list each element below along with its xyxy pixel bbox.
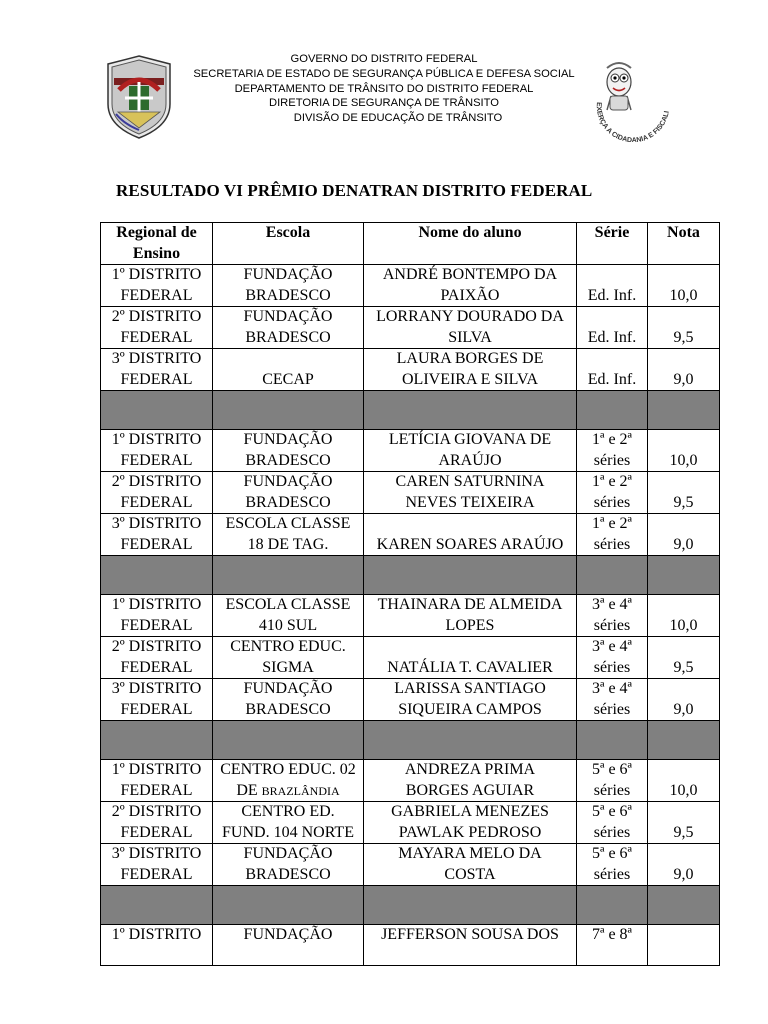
cell-aluno-line: THAINARA DE ALMEIDA (377, 596, 563, 613)
cell-aluno-line: NATÁLIA T. CAVALIER (387, 658, 553, 676)
cell-aluno-line: NEVES TEIXEIRA (405, 493, 535, 511)
cell-escola-line: FUNDAÇÃO (243, 845, 333, 862)
cell-aluno (364, 349, 577, 391)
section-separator-row (101, 886, 720, 925)
cell-serie-line: séries (593, 616, 631, 634)
cell-serie-line: séries (593, 700, 631, 718)
separator-cell (213, 391, 364, 430)
cell-serie-line (578, 307, 646, 328)
table-row (101, 844, 720, 886)
separator-cell (101, 721, 213, 760)
cell-aluno (364, 307, 577, 349)
cell-aluno (364, 802, 577, 844)
table-row (101, 307, 720, 349)
cell-escola (213, 637, 364, 679)
cell-aluno-line: BORGES AGUIAR (405, 781, 535, 799)
separator-cell (213, 556, 364, 595)
cell-aluno (364, 430, 577, 472)
cell-escola-line: CENTRO EDUC. (230, 638, 346, 655)
header-line: DEPARTAMENTO DE TRÂNSITO DO DISTRITO FEDERAL (234, 82, 534, 95)
cell-escola-line: FUNDAÇÃO (243, 308, 333, 325)
separator-cell (577, 721, 648, 760)
header-line: DIVISÃO DE EDUCAÇÃO DE TRÂNSITO (293, 112, 503, 125)
header-line: DIRETORIA DE SEGURANÇA DE TRÂNSITO (268, 97, 499, 110)
separator-cell (213, 886, 364, 925)
cell-regional-line: FEDERAL (120, 370, 193, 388)
cell-aluno-line: ANDRÉ BONTEMPO DA (382, 266, 558, 283)
cell-serie-line: 5ª e 6ª (592, 803, 632, 820)
cell-regional-line: 1º DISTRITO (111, 761, 202, 778)
section-separator-row (101, 391, 720, 430)
table-row (101, 514, 720, 556)
table-row (101, 679, 720, 721)
cell-escola (213, 349, 364, 391)
cell-serie (577, 925, 648, 966)
cell-aluno-line: LETÍCIA GIOVANA DE (388, 431, 552, 448)
cell-escola-line: FUND. 104 NORTE (222, 823, 354, 841)
cell-serie-line: séries (593, 493, 631, 511)
cell-aluno-line: LOPES (445, 616, 495, 634)
cell-regional-line: FEDERAL (120, 616, 193, 634)
table-body (101, 265, 720, 966)
cell-serie-line: 7ª e 8ª (592, 926, 632, 943)
cell-serie-line: 3ª e 4ª (592, 680, 632, 697)
cell-escola (213, 925, 364, 966)
cell-serie-line: Ed. Inf. (587, 286, 637, 304)
cell-escola-line: FUNDAÇÃO (243, 473, 333, 490)
separator-cell (364, 391, 577, 430)
mascot-slogan: EXERÇA A CIDADANIA E FISCALI (594, 101, 671, 142)
cell-nota: 10,0 (648, 760, 720, 802)
cell-regional-line: FEDERAL (120, 535, 193, 553)
cell-aluno-line: OLIVEIRA E SILVA (401, 370, 538, 388)
table-row (101, 925, 720, 966)
section-separator-row (101, 556, 720, 595)
cell-serie-line: séries (593, 535, 631, 553)
cell-escola-line: 410 SUL (258, 616, 318, 634)
cell-aluno-line: CAREN SATURNINA (395, 473, 545, 490)
separator-cell (648, 391, 720, 430)
cell-escola-line: DE BRAZLÂNDIA (236, 781, 340, 799)
cell-aluno-line (365, 637, 575, 658)
cell-regional (101, 430, 213, 472)
cell-regional (101, 925, 213, 966)
cell-regional-line: FEDERAL (120, 451, 193, 469)
cell-serie-line: 3ª e 4ª (592, 596, 632, 613)
cell-regional (101, 472, 213, 514)
cell-escola-line: BRADESCO (245, 328, 331, 346)
cell-escola-line: SIGMA (262, 658, 314, 676)
table-row (101, 265, 720, 307)
cell-escola (213, 802, 364, 844)
cell-aluno-line: PAWLAK PEDROSO (398, 823, 542, 841)
cell-regional-line: FEDERAL (120, 865, 193, 883)
cell-regional-line: 3º DISTRITO (111, 845, 202, 862)
separator-cell (648, 721, 720, 760)
header-line: SECRETARIA DE ESTADO DE SEGURANÇA PÚBLICA E DEFESA SOCIAL (193, 67, 575, 80)
cell-serie (577, 760, 648, 802)
cell-serie (577, 307, 648, 349)
cell-escola-line: CENTRO EDUC. 02 (220, 761, 356, 778)
cell-regional (101, 760, 213, 802)
cell-aluno (364, 679, 577, 721)
cell-regional-line: 2º DISTRITO (111, 308, 202, 325)
cell-serie-line: 3ª e 4ª (592, 638, 632, 655)
cell-escola (213, 430, 364, 472)
cell-escola-line: CENTRO ED. (241, 803, 335, 820)
cell-regional (101, 349, 213, 391)
cell-regional-line: FEDERAL (120, 781, 193, 799)
separator-cell (364, 721, 577, 760)
cell-escola-line: BRADESCO (245, 493, 331, 511)
table-row (101, 760, 720, 802)
table-row (101, 802, 720, 844)
cell-aluno (364, 925, 577, 966)
cell-escola-line: FUNDAÇÃO (243, 431, 333, 448)
column-header-regional: Regional de Ensino (101, 223, 213, 265)
cell-serie-line: Ed. Inf. (587, 328, 637, 346)
cell-serie-line: séries (593, 451, 631, 469)
cell-regional-line: 2º DISTRITO (111, 473, 202, 490)
cell-serie-line: séries (593, 865, 631, 883)
cell-regional-line: FEDERAL (120, 823, 193, 841)
cell-serie (577, 802, 648, 844)
column-header-aluno: Nome do aluno (364, 223, 577, 265)
cell-regional (101, 637, 213, 679)
cell-aluno-line: MAYARA MELO DA (398, 845, 542, 862)
cell-serie-line: 1ª e 2ª (592, 431, 632, 448)
cell-aluno-line: LORRANY DOURADO DA (376, 308, 564, 325)
table-header-row (101, 223, 720, 265)
cell-aluno-line: LARISSA SANTIAGO (394, 680, 546, 697)
cell-regional (101, 679, 213, 721)
cell-regional-line: 1º DISTRITO (111, 926, 202, 943)
cell-regional-line: 1º DISTRITO (111, 266, 202, 283)
table-row (101, 637, 720, 679)
separator-cell (648, 886, 720, 925)
cell-nota: 9,5 (648, 637, 720, 679)
cell-escola-line: BRADESCO (245, 286, 331, 304)
cell-serie (577, 349, 648, 391)
cell-escola-line: BRADESCO (245, 700, 331, 718)
cell-serie (577, 679, 648, 721)
section-separator-row (101, 721, 720, 760)
cell-regional-line: FEDERAL (120, 328, 193, 346)
cell-aluno-line: SILVA (448, 328, 492, 346)
cell-aluno-line: KAREN SOARES ARAÚJO (376, 535, 564, 553)
cell-aluno-line: LAURA BORGES DE (396, 350, 544, 367)
cell-escola-line: ESCOLA CLASSE (225, 596, 351, 613)
cell-serie-line: 1ª e 2ª (592, 473, 632, 490)
cell-serie (577, 844, 648, 886)
header-line: GOVERNO DO DISTRITO FEDERAL (290, 53, 478, 65)
cell-aluno-line: ANDREZA PRIMA (404, 761, 536, 778)
cell-escola (213, 307, 364, 349)
cell-regional (101, 595, 213, 637)
cell-regional-line: 3º DISTRITO (111, 680, 202, 697)
separator-cell (364, 886, 577, 925)
separator-cell (101, 886, 213, 925)
cell-aluno (364, 472, 577, 514)
cell-escola-line: FUNDAÇÃO (243, 926, 333, 943)
cell-nota: 9,0 (648, 844, 720, 886)
cell-serie-line: séries (593, 781, 631, 799)
cell-serie-line: 5ª e 6ª (592, 845, 632, 862)
cell-regional (101, 307, 213, 349)
cell-regional (101, 802, 213, 844)
cell-nota: 9,0 (648, 349, 720, 391)
cell-regional-line: 3º DISTRITO (111, 515, 202, 532)
cell-escola-line: FUNDAÇÃO (243, 266, 333, 283)
cell-aluno-line: PAIXÃO (440, 286, 500, 304)
cell-regional-line: 3º DISTRITO (111, 350, 202, 367)
cell-regional (101, 514, 213, 556)
cell-regional-line: 1º DISTRITO (111, 596, 202, 613)
cell-nota: 10,0 (648, 595, 720, 637)
cell-serie (577, 472, 648, 514)
cell-nota: 10,0 (648, 430, 720, 472)
cell-escola-line: ESCOLA CLASSE (225, 515, 351, 532)
cell-escola-line: 18 DE TAG. (247, 535, 329, 553)
separator-cell (648, 556, 720, 595)
cell-regional-line: 1º DISTRITO (111, 431, 202, 448)
cell-regional-line: 2º DISTRITO (111, 638, 202, 655)
separator-cell (364, 556, 577, 595)
cell-escola-line: BRADESCO (245, 451, 331, 469)
cell-regional-line: FEDERAL (120, 286, 193, 304)
table-row (101, 430, 720, 472)
cell-escola (213, 265, 364, 307)
cell-serie (577, 430, 648, 472)
column-header-serie: Série (577, 223, 648, 265)
column-header-nota: Nota (648, 223, 720, 265)
cell-serie (577, 637, 648, 679)
cell-escola-line: FUNDAÇÃO (243, 680, 333, 697)
cell-serie (577, 514, 648, 556)
cell-aluno (364, 844, 577, 886)
table-row (101, 595, 720, 637)
page-title: RESULTADO VI PRÊMIO DENATRAN DISTRITO FEDERAL (116, 181, 593, 200)
separator-cell (101, 556, 213, 595)
cell-aluno-line (365, 514, 575, 535)
cell-escola-line: BRADESCO (245, 865, 331, 883)
cell-aluno-line: SIQUEIRA CAMPOS (398, 700, 542, 718)
cell-aluno (364, 514, 577, 556)
cell-serie-line (578, 265, 646, 286)
cell-nota (648, 925, 720, 966)
cell-nota: 9,5 (648, 472, 720, 514)
cell-regional-line: FEDERAL (120, 700, 193, 718)
separator-cell (101, 391, 213, 430)
cell-serie-line: 5ª e 6ª (592, 761, 632, 778)
cell-nota: 9,0 (648, 514, 720, 556)
cell-aluno-line: ARAÚJO (438, 451, 502, 469)
column-header-escola: Escola (213, 223, 364, 265)
cell-serie-line: séries (593, 823, 631, 841)
cell-regional-line: FEDERAL (120, 658, 193, 676)
cell-escola (213, 595, 364, 637)
separator-cell (577, 886, 648, 925)
cell-serie-line: Ed. Inf. (587, 370, 637, 388)
cell-nota: 9,5 (648, 307, 720, 349)
cell-aluno (364, 265, 577, 307)
cell-serie-line (578, 349, 646, 370)
cell-aluno-line: GABRIELA MENEZES (391, 803, 549, 820)
cell-serie (577, 595, 648, 637)
cell-aluno-line: JEFFERSON SOUSA DOS (381, 926, 559, 943)
cell-regional (101, 265, 213, 307)
cell-escola-line: CECAP (262, 370, 314, 388)
cell-serie-line: 1ª e 2ª (592, 515, 632, 532)
cell-nota: 9,5 (648, 802, 720, 844)
cell-serie (577, 265, 648, 307)
cell-escola (213, 844, 364, 886)
separator-cell (577, 556, 648, 595)
cell-aluno (364, 595, 577, 637)
cell-escola-line (214, 349, 362, 370)
traffic-education-mascot-logo (583, 58, 675, 142)
cell-escola (213, 472, 364, 514)
cell-regional (101, 844, 213, 886)
cell-regional-line: FEDERAL (120, 493, 193, 511)
cell-escola (213, 760, 364, 802)
separator-cell (213, 721, 364, 760)
cell-aluno (364, 760, 577, 802)
separator-cell (577, 391, 648, 430)
table-row (101, 349, 720, 391)
cell-nota: 10,0 (648, 265, 720, 307)
cell-nota: 9,0 (648, 679, 720, 721)
cell-escola (213, 514, 364, 556)
cell-regional-line: 2º DISTRITO (111, 803, 202, 820)
results-table (100, 222, 720, 966)
cell-aluno-line: COSTA (444, 865, 496, 883)
table-row (101, 472, 720, 514)
cell-escola (213, 679, 364, 721)
cell-serie-line: séries (593, 658, 631, 676)
cell-aluno (364, 637, 577, 679)
